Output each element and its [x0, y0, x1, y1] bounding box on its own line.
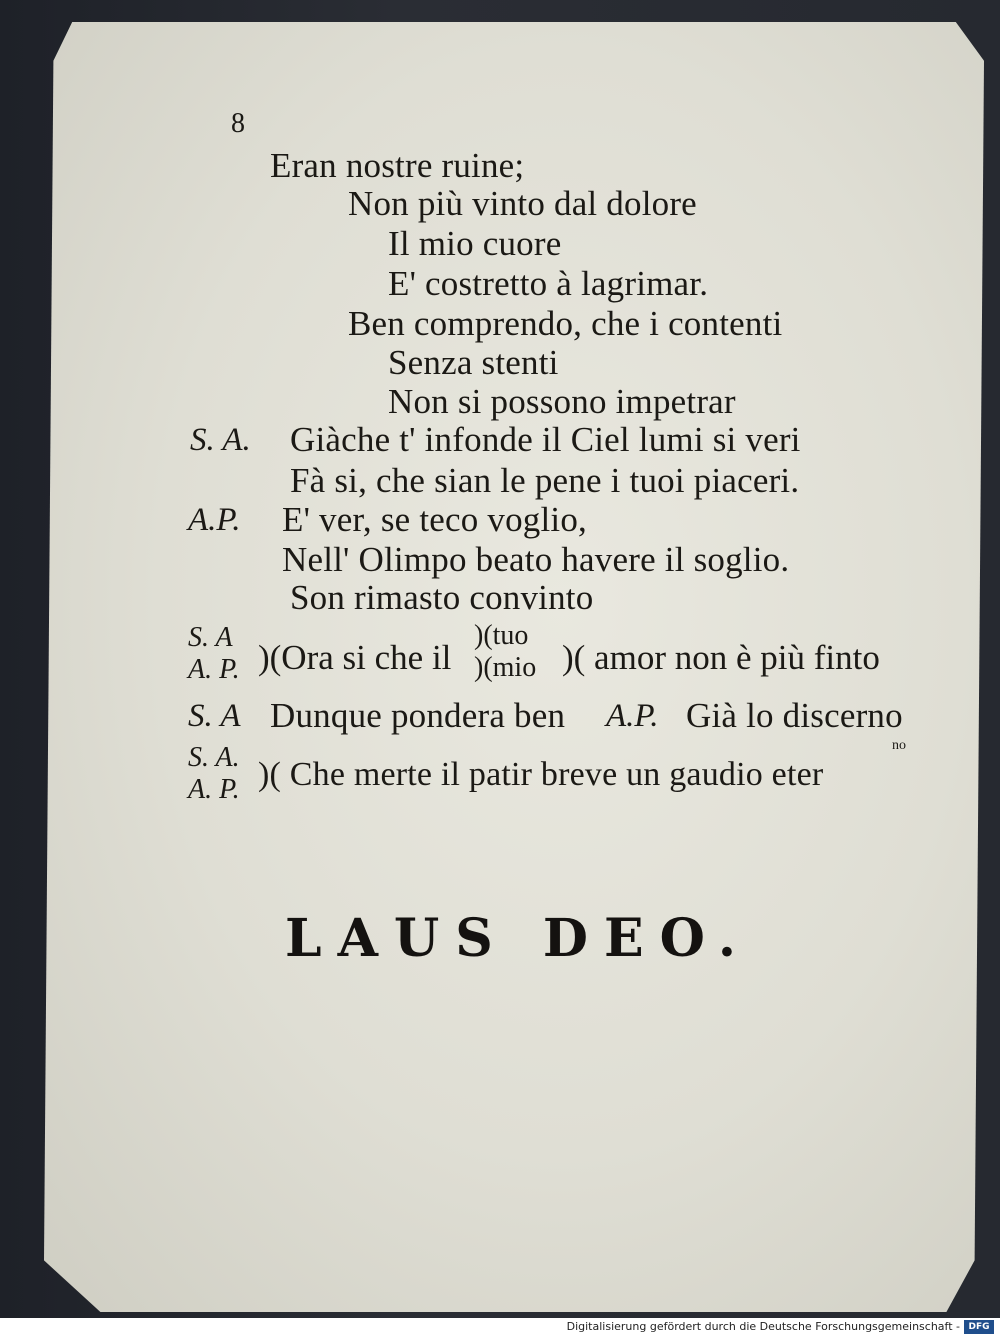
speaker-label-top: S. A. — [188, 742, 240, 773]
speaker-label: A.P. — [606, 698, 659, 734]
speaker-label: S. A — [188, 698, 241, 734]
verse-line: Senza stenti — [388, 343, 559, 382]
dfg-logo: DFG — [964, 1320, 994, 1334]
dialogue-line: )( Che merte il patir breve un gaudio eter — [258, 756, 824, 793]
dialogue-line: Nell' Olimpo beato havere il soglio. — [282, 540, 790, 579]
alternate-word-top: )(tuo — [474, 620, 529, 651]
digitization-footer — [0, 1318, 1000, 1337]
line-overflow: no — [892, 738, 906, 753]
dialogue-line: Giàche t' infonde il Ciel lumi si veri — [290, 420, 801, 459]
speaker-label-top: S. A — [188, 622, 233, 653]
dialogue-line: Fà si, che sian le pene i tuoi piaceri. — [290, 461, 800, 500]
closing-title: LAUS DEO. — [285, 908, 752, 969]
speaker-label: A.P. — [188, 502, 241, 538]
page-number: 8 — [231, 108, 245, 139]
speaker-label-bottom: A. P. — [188, 774, 240, 805]
dialogue-line: Son rimasto convinto — [290, 578, 594, 617]
funding-notice: Digitalisierung gefördert durch die Deutsche Forschungsgemeinschaft - — [566, 1320, 960, 1333]
verse-line: Eran nostre ruine; — [270, 146, 525, 185]
duet-speakers — [188, 622, 240, 686]
duet-alternates — [474, 620, 536, 684]
duet-text-before: )(Ora si che il — [258, 638, 452, 677]
verse-line: Il mio cuore — [388, 224, 562, 263]
verse-line: Ben comprendo, che i contenti — [348, 304, 783, 343]
verse-line: E' costretto à lagrimar. — [388, 264, 709, 303]
duet-text-after: )( amor non è più finto — [562, 638, 880, 677]
dialogue-line: E' ver, se teco voglio, — [282, 500, 587, 539]
duet-speakers — [188, 742, 240, 806]
verse-line: Non più vinto dal dolore — [348, 184, 697, 223]
alternate-word-bottom: )(mio — [474, 652, 537, 683]
dialogue-line: Già lo discerno — [686, 696, 903, 735]
verse-line: Non si possono impetrar — [388, 382, 736, 421]
speaker-label: S. A. — [190, 422, 251, 458]
dialogue-line: Dunque pondera ben — [270, 696, 566, 735]
speaker-label-bottom: A. P. — [188, 654, 240, 685]
